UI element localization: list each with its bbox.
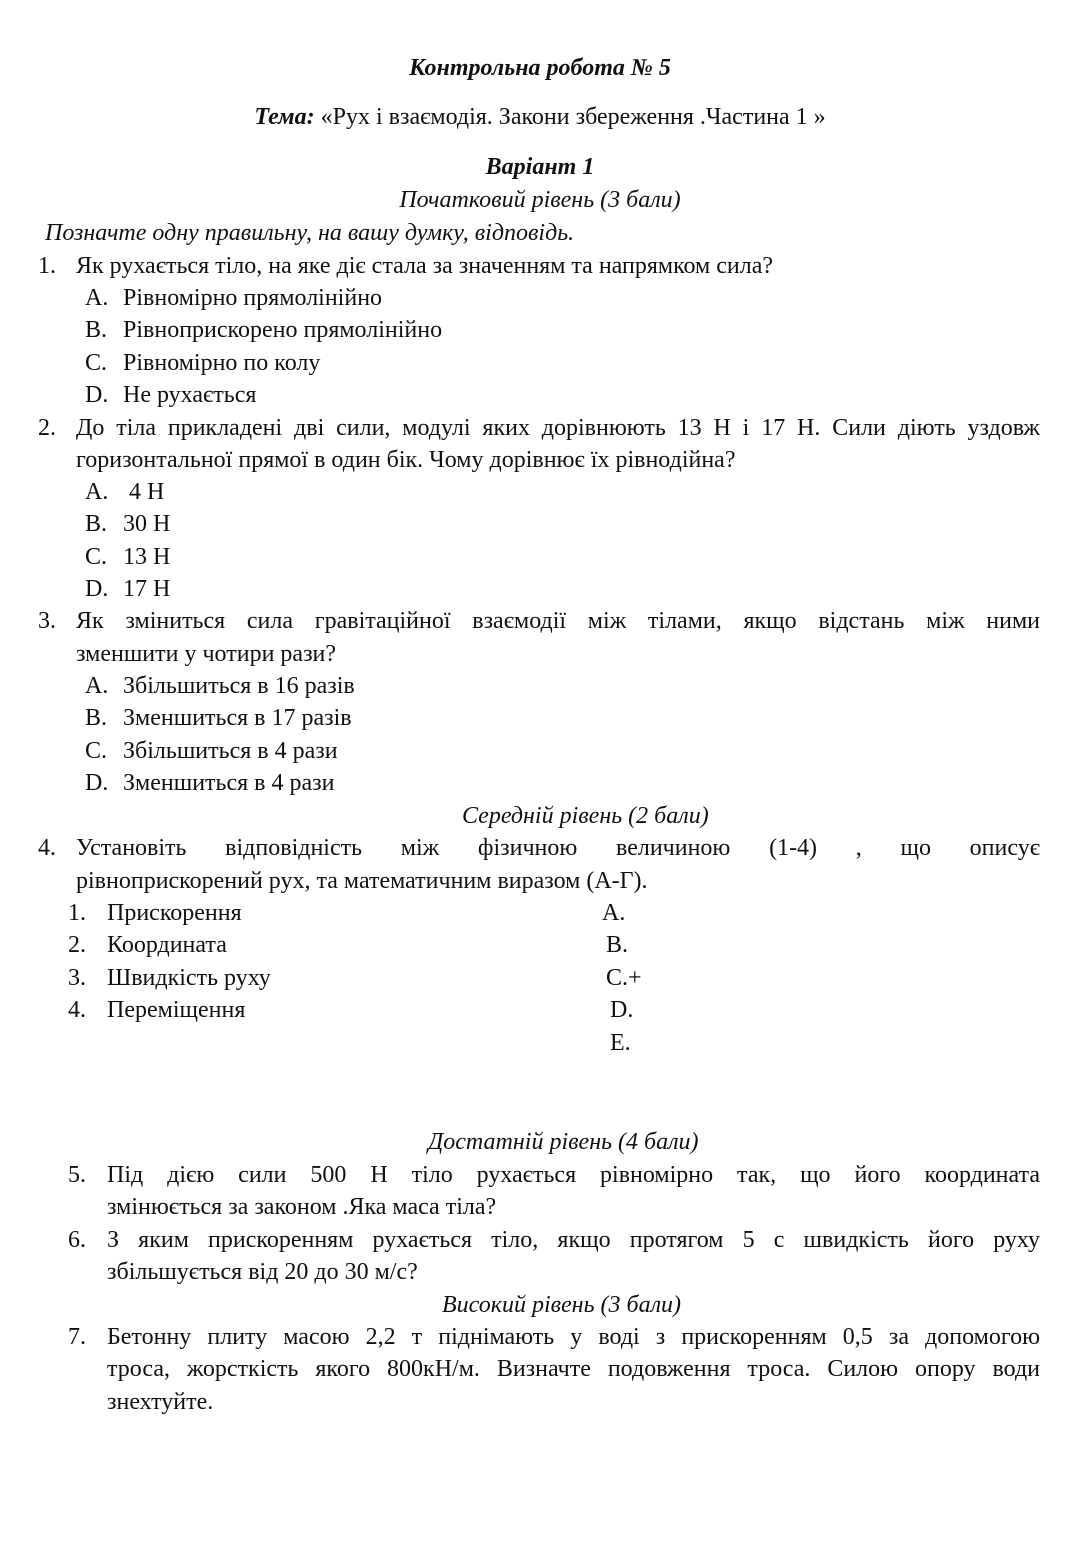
question-text: збільшується від 20 до 30 м/с? [107, 1259, 418, 1285]
instruction: Позначте одну правильну, на вашу думку, відповідь. [45, 220, 575, 246]
option-letter: A. [85, 673, 109, 699]
question-number: 5. [68, 1162, 86, 1188]
question-number: 3. [38, 608, 56, 634]
option-text: Рівноприскорено прямолінійно [123, 317, 443, 343]
question-number: 4. [38, 835, 56, 861]
option-text: Зменшиться в 4 рази [123, 770, 335, 796]
match-item-text: Швидкість руху [107, 965, 271, 991]
question-number: 2. [38, 415, 56, 441]
page-title: Контрольна робота № 5 [409, 55, 671, 81]
match-letter: D. [610, 997, 634, 1023]
option-text: Не рухається [123, 382, 257, 408]
option-text: Зменшиться в 17 разів [123, 705, 352, 731]
section-heading-high: Високий рівень (3 бали) [442, 1292, 682, 1318]
question-text: рівноприскорений рух, та математичним виразом (А-Г). [76, 868, 648, 894]
option-text: Збільшиться в 16 разів [123, 673, 355, 699]
match-item-text: Прискорення [107, 900, 242, 926]
option-letter: B. [85, 705, 108, 731]
topic-line [0, 101, 1080, 134]
match-item-text: Координата [107, 932, 227, 958]
match-letter: C.+ [606, 965, 642, 991]
option-letter: B. [85, 317, 108, 343]
option-text: 17 Н [123, 576, 171, 602]
option-letter: D. [85, 382, 109, 408]
topic-label: Тема: [254, 104, 315, 130]
question-text: троса, жорсткість якого 800кН/м. Визначте подовження троса. Силою опору води [107, 1356, 1040, 1382]
question-text: Як зміниться сила гравітаційної взаємодії між тілами, якщо відстань між ними [76, 608, 1040, 634]
question-text: змінюється за законом .Яка маса тіла? [107, 1194, 497, 1220]
match-item-number: 3. [68, 965, 86, 991]
option-letter: C. [85, 544, 108, 570]
topic-text: «Рух і взаємодія. Закони збереження .Частина 1 » [320, 104, 826, 130]
option-letter: C. [85, 350, 108, 376]
option-text: 13 Н [123, 544, 171, 570]
match-item-text: Переміщення [107, 997, 246, 1023]
section-heading-basic: Початковий рівень (3 бали) [399, 187, 681, 213]
option-letter: B. [85, 511, 108, 537]
option-letter: C. [85, 738, 108, 764]
question-number: 6. [68, 1227, 86, 1253]
question-text: Як рухається тіло, на яке діє стала за значенням та напрямком сила? [76, 253, 774, 279]
option-letter: A. [85, 285, 109, 311]
option-text: 4 Н [129, 479, 165, 505]
question-text: До тіла прикладені дві сили, модулі яких дорівнюють 13 Н і 17 Н. Сили діють уздовж [76, 415, 1040, 441]
option-text: 30 Н [123, 511, 171, 537]
question-text: зменшити у чотири рази? [76, 641, 337, 667]
match-item-number: 1. [68, 900, 86, 926]
question-number: 1. [38, 253, 56, 279]
match-item-number: 2. [68, 932, 86, 958]
question-text: Бетонну плиту масою 2,2 т піднімають у воді з прискоренням 0,5 за допомогою [107, 1324, 1040, 1350]
option-letter: D. [85, 576, 109, 602]
question-number: 7. [68, 1324, 86, 1350]
option-text: Рівномірно по колу [123, 350, 321, 376]
question-text: горизонтальної прямої в один бік. Чому дорівнює їх рівнодійна? [76, 447, 736, 473]
question-text: З яким прискоренням рухається тіло, якщо протягом 5 с швидкість його руху [107, 1227, 1040, 1253]
match-item-number: 4. [68, 997, 86, 1023]
section-heading-medium: Середній рівень (2 бали) [462, 803, 709, 829]
match-letter: A. [602, 900, 626, 926]
option-letter: A. [85, 479, 109, 505]
option-letter: D. [85, 770, 109, 796]
match-letter: E. [610, 1030, 631, 1056]
option-text: Збільшиться в 4 рази [123, 738, 338, 764]
section-heading-sufficient: Достатній рівень (4 бали) [428, 1129, 699, 1155]
question-text: Установіть відповідність між фізичною величиною (1-4) , що описує [76, 835, 1040, 861]
question-text: Під дією сили 500 Н тіло рухається рівномірно так, що його координата [107, 1162, 1040, 1188]
question-text: знехтуйте. [107, 1389, 214, 1415]
match-letter: B. [606, 932, 629, 958]
option-text: Рівномірно прямолінійно [123, 285, 383, 311]
variant-title: Варіант 1 [485, 154, 595, 180]
